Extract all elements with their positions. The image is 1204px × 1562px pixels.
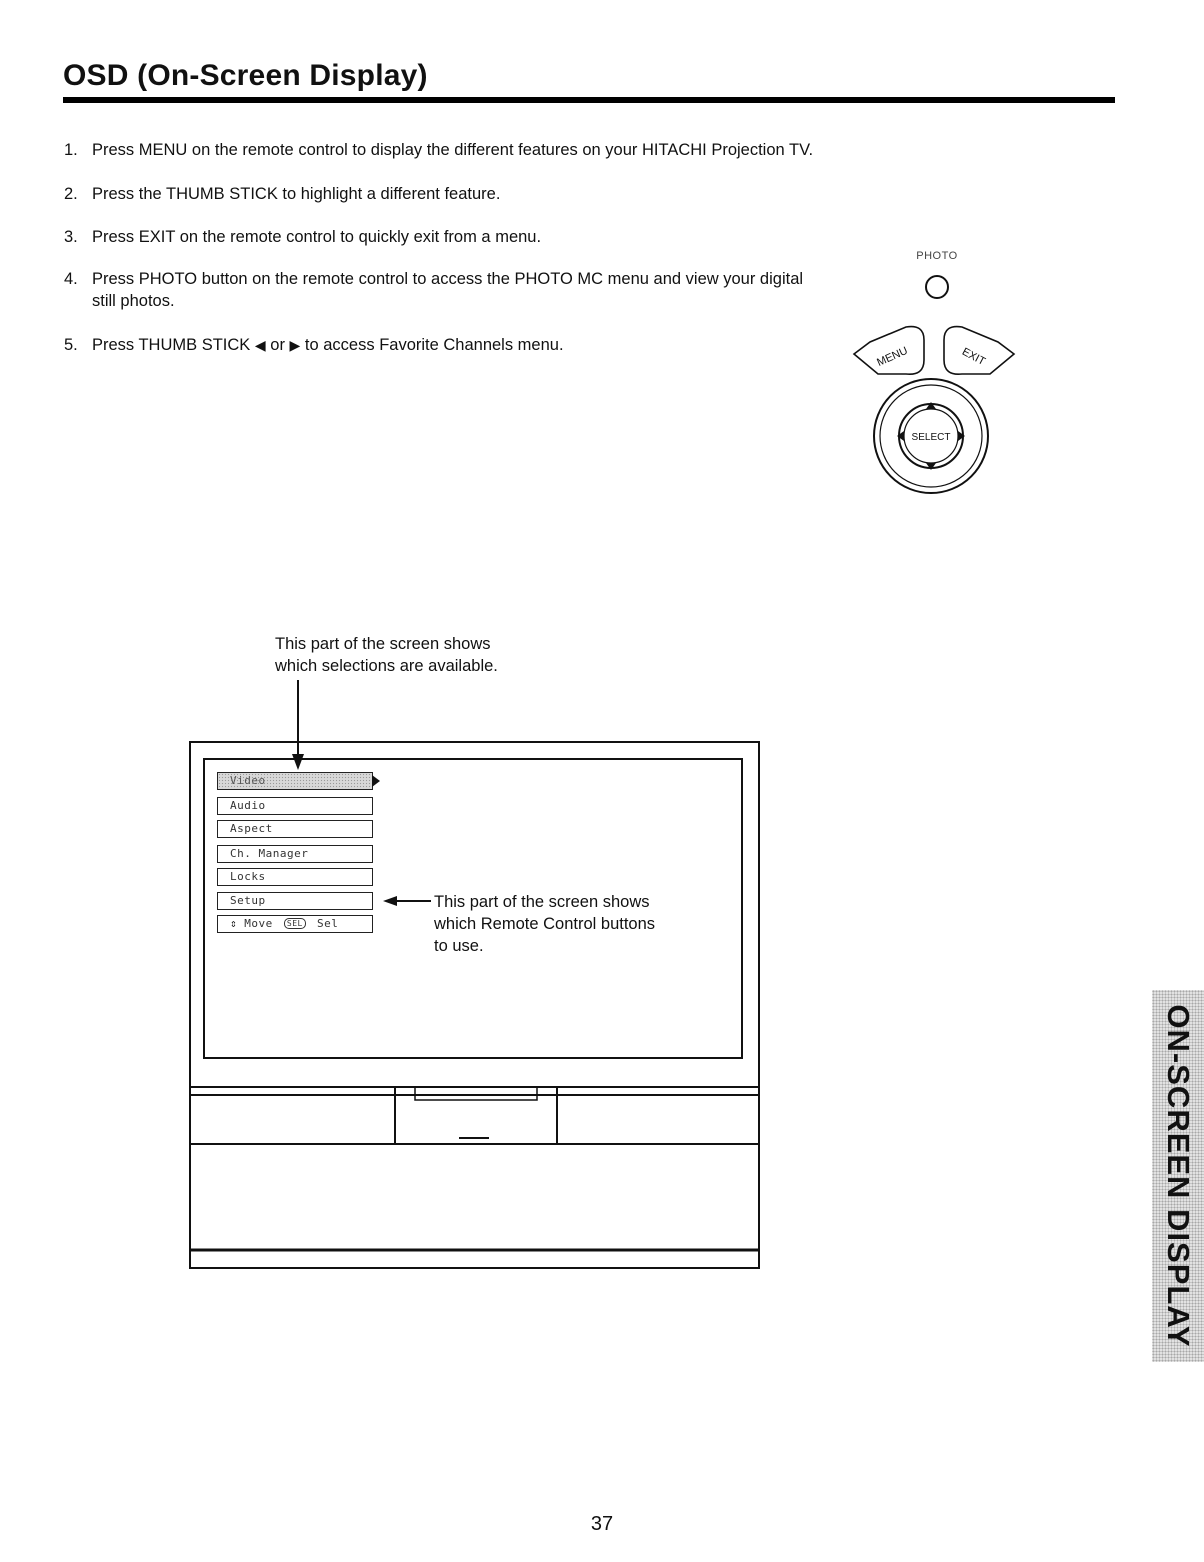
callout-remote-buttons	[434, 891, 655, 957]
step-5-text-before: Press THUMB STICK	[92, 336, 251, 354]
callout-line: which Remote Control buttons	[434, 915, 656, 933]
callout-arrow-left-icon	[383, 895, 431, 907]
step-text: Press PHOTO button on the remote control to access the PHOTO MC menu and view your digital still photos.	[92, 270, 804, 310]
step-number: 5.	[64, 336, 78, 354]
right-triangle-icon: ▶	[289, 337, 301, 353]
tv-base	[189, 1086, 760, 1269]
step-number: 2.	[64, 185, 78, 203]
menu-item-ch-manager: Ch. Manager	[217, 845, 373, 863]
step-number: 4.	[64, 270, 78, 288]
step-text	[92, 334, 852, 356]
menu-item-audio: Audio	[217, 797, 373, 815]
callout-line: This part of the screen shows	[275, 635, 491, 653]
callout-line: which selections are available.	[275, 657, 498, 675]
step-number: 3.	[64, 228, 78, 246]
select-label: SELECT	[911, 432, 951, 443]
callout-selections	[275, 633, 498, 677]
title-rule	[63, 97, 1115, 103]
menu-item-aspect: Aspect	[217, 820, 373, 838]
left-triangle-icon: ◀	[254, 337, 266, 353]
photo-button-icon	[926, 276, 948, 298]
remote-buttons-drawing	[840, 250, 1030, 500]
page-number: 37	[590, 1513, 614, 1535]
menu-right-arrow-icon	[372, 775, 380, 787]
menu-item-setup: Setup	[217, 892, 373, 910]
sel-button-icon: SEL	[284, 918, 306, 929]
side-tab-label: ON-SCREEN DISPLAY	[1161, 1004, 1196, 1348]
menu-item-video: Video	[217, 772, 373, 790]
menu-item-locks: Locks	[217, 868, 373, 886]
page-title: OSD (On-Screen Display)	[63, 59, 428, 92]
callout-line: This part of the screen shows	[434, 893, 650, 911]
step-5-or: or	[270, 336, 285, 354]
hint-move: Move	[244, 917, 273, 930]
remote-control-illustration	[840, 250, 1030, 500]
step-text: Press MENU on the remote control to display the different features on your HITACHI Projection TV.	[92, 141, 814, 159]
exit-label: EXIT	[959, 345, 988, 368]
step-number: 1.	[64, 141, 78, 159]
menu-label: MENU	[875, 344, 910, 369]
menu-button-icon	[854, 327, 924, 375]
step-text: Press EXIT on the remote control to quickly exit from a menu.	[92, 228, 542, 246]
exit-button-icon	[944, 327, 1014, 375]
photo-label: PHOTO	[916, 250, 958, 262]
move-arrows-icon: ⇕	[230, 917, 238, 930]
thumb-stick-icon	[874, 379, 988, 493]
hint-sel: Sel	[316, 917, 339, 930]
step-text: Press the THUMB STICK to highlight a different feature.	[92, 185, 501, 203]
menu-hint-bar	[217, 915, 373, 933]
callout-line: to use.	[434, 937, 484, 955]
step-5-text-after: to access Favorite Channels menu.	[304, 336, 564, 354]
